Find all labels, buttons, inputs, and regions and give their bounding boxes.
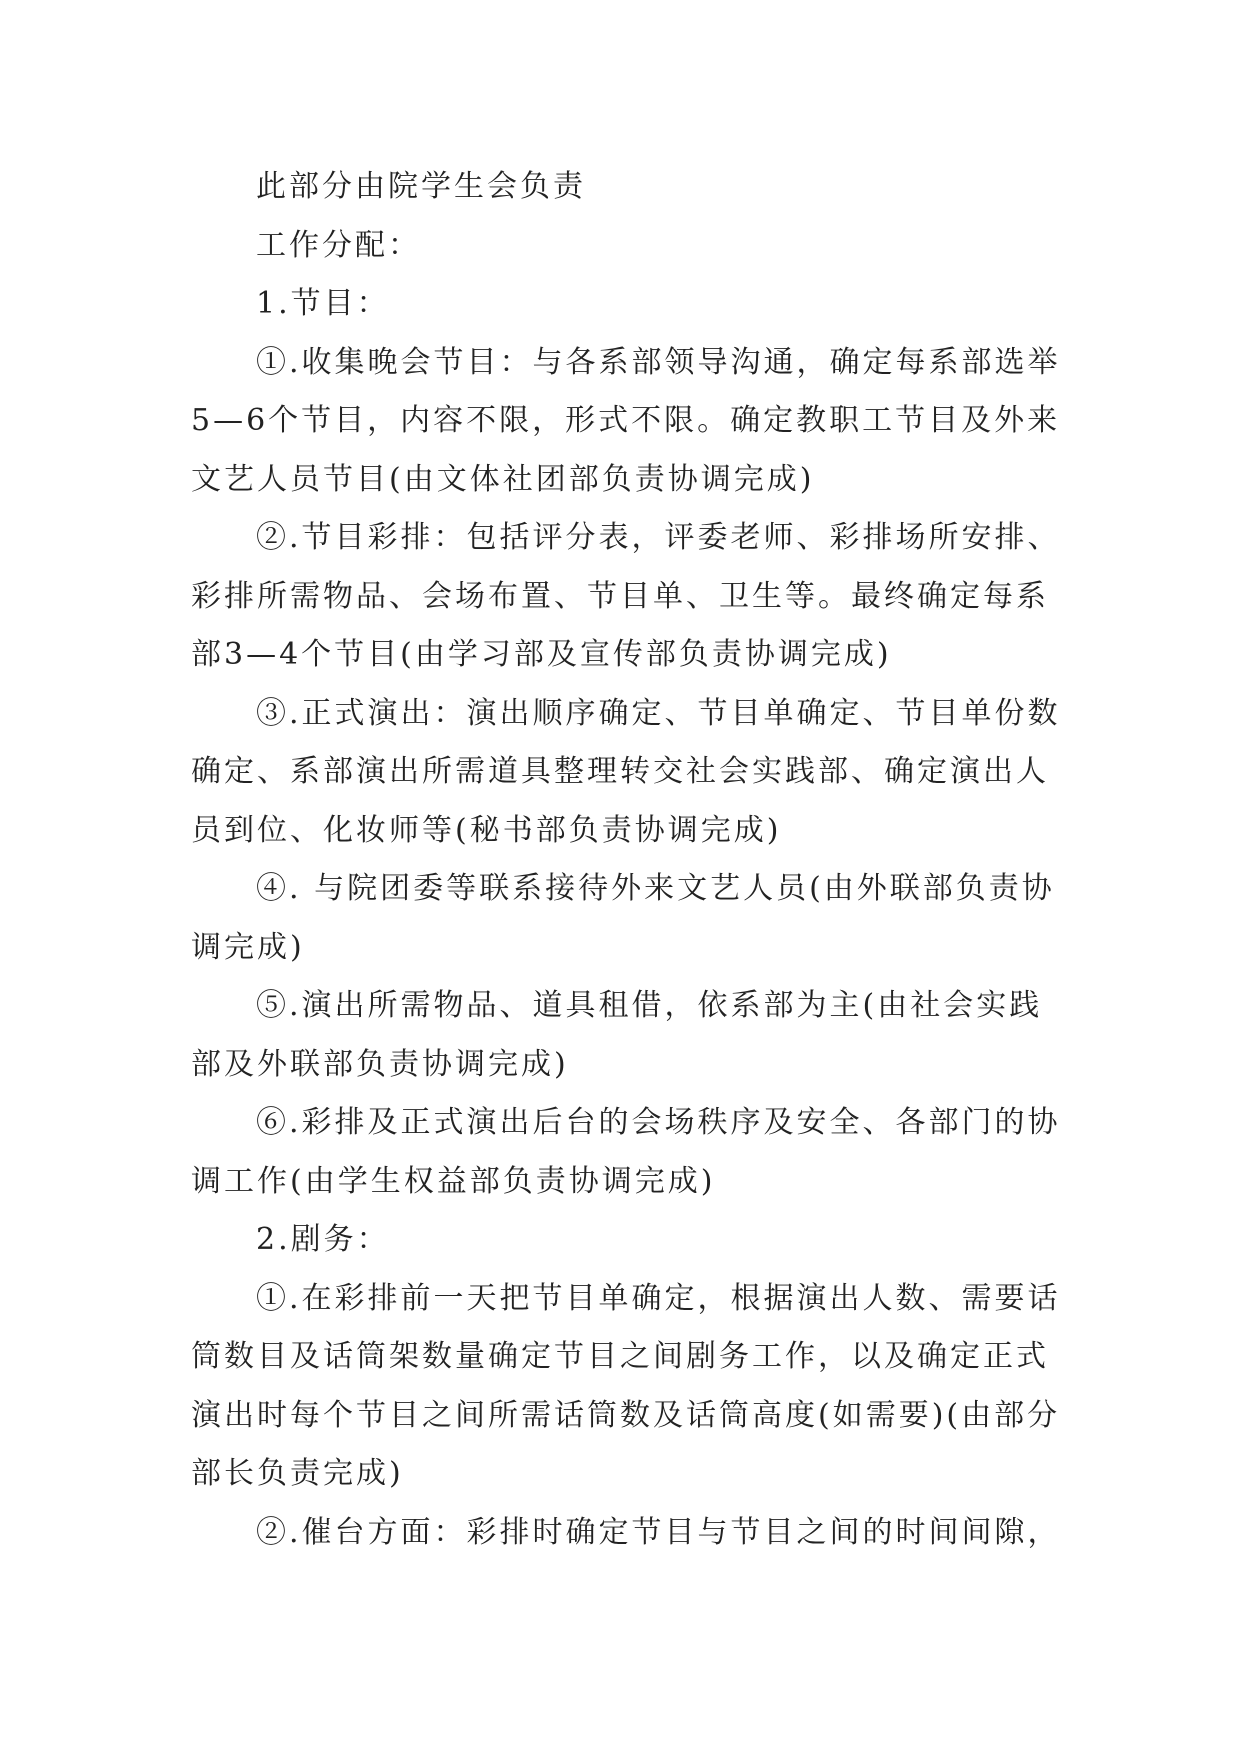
paragraph-stage-item-1: ①.在彩排前一天把节目单确定，根据演出人数、需要话筒数目及话筒架数量确定节目之间剧务工作，以及确定正式演出时每个节目之间所需话筒数及话筒高度(如需要)(由部分部长负责完成) <box>191 1280 1061 1491</box>
paragraph-work-allocation: 工作分配： <box>256 227 421 263</box>
paragraph-intro: 此部分由院学生会负责 <box>256 169 586 204</box>
paragraph-program-item-6: ⑥.彩排及正式演出后台的会场秩序及安全、各部门的协调工作(由学生权益部负责协调完成) <box>191 1105 1061 1199</box>
section-heading-programs: 1.节目： <box>256 286 390 321</box>
paragraph-program-item-1: ①.收集晚会节目：与各系部领导沟通，确定每系部选举5—6个节目，内容不限，形式不限。确定教职工节目及外来文艺人员节目(由文体社团部负责协调完成) <box>191 344 1061 497</box>
section-heading-stage-affairs: 2.剧务： <box>256 1222 390 1257</box>
paragraph-program-item-5: ⑤.演出所需物品、道具租借，依系部为主(由社会实践部及外联部负责协调完成) <box>191 988 1043 1082</box>
document-body <box>191 158 1061 1562</box>
paragraph-stage-item-2: ②.催台方面：彩排时确定节目与节目之间的时间间隙， <box>256 1514 1061 1550</box>
paragraph-program-item-2: ②.节目彩排：包括评分表，评委老师、彩排场所安排、彩排所需物品、会场布置、节目单、卫生等。最终确定每系部3—4个节目(由学习部及宣传部负责协调完成) <box>191 520 1061 672</box>
paragraph-program-item-4: ④. 与院团委等联系接待外来文艺人员(由外联部负责协调完成) <box>191 871 1055 965</box>
paragraph-program-item-3: ③.正式演出：演出顺序确定、节目单确定、节目单份数确定、系部演出所需道具整理转交社会实践部、确定演出人员到位、化妆师等(秘书部负责协调完成) <box>191 695 1061 848</box>
